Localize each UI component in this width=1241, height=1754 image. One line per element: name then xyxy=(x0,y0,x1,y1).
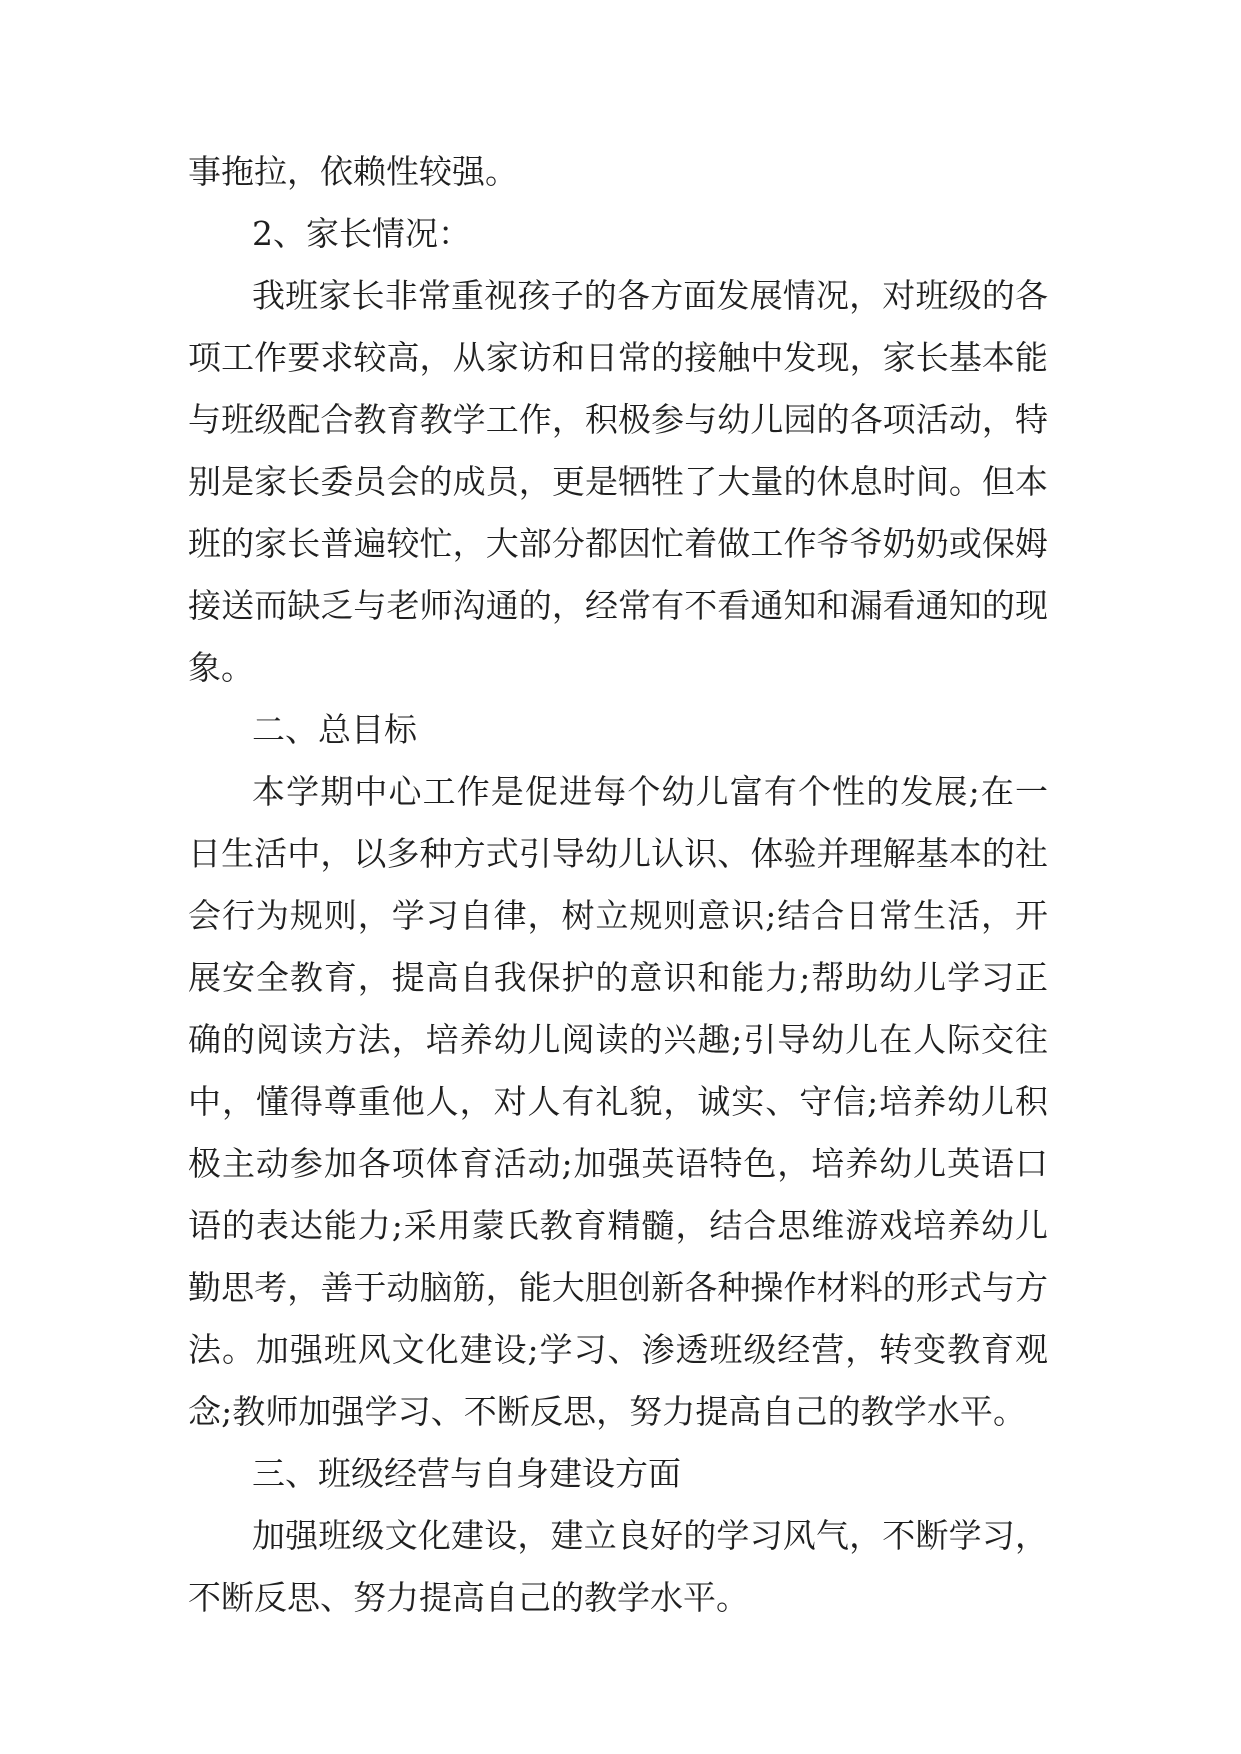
section-heading: 三、班级经营与自身建设方面 xyxy=(252,1454,681,1493)
text-line: 不断反思、努力提高自己的教学水平。 xyxy=(188,1578,749,1617)
text-line: 我班家长非常重视孩子的各方面发展情况，对班级的各 xyxy=(252,276,1048,315)
text-line: 语的表达能力;采用蒙氏教育精髓，结合思维游戏培养幼儿 xyxy=(188,1206,1048,1245)
section-heading: 二、总目标 xyxy=(252,710,417,749)
text-line: 念;教师加强学习、不断反思，努力提高自己的教学水平。 xyxy=(188,1392,1026,1431)
text-line: 日生活中，以多种方式引导幼儿认识、体验并理解基本的社 xyxy=(188,834,1048,873)
section-heading: 2、家长情况： xyxy=(252,214,471,253)
text-line: 事拖拉，依赖性较强。 xyxy=(188,152,518,191)
text-line: 勤思考，善于动脑筋，能大胆创新各种操作材料的形式与方 xyxy=(188,1268,1048,1307)
text-line: 接送而缺乏与老师沟通的，经常有不看通知和漏看通知的现 xyxy=(188,586,1048,625)
text-line: 中，懂得尊重他人，对人有礼貌，诚实、守信;培养幼儿积 xyxy=(188,1082,1048,1121)
text-line: 班的家长普遍较忙，大部分都因忙着做工作爷爷奶奶或保姆 xyxy=(188,524,1048,563)
text-line: 法。加强班风文化建设;学习、渗透班级经营，转变教育观 xyxy=(188,1330,1048,1369)
text-line: 与班级配合教育教学工作，积极参与幼儿园的各项活动，特 xyxy=(188,400,1048,439)
text-line: 加强班级文化建设，建立良好的学习风气，不断学习， xyxy=(252,1516,1048,1555)
text-line: 会行为规则，学习自律，树立规则意识;结合日常生活，开 xyxy=(188,896,1048,935)
text-line: 象。 xyxy=(188,648,254,687)
text-line: 别是家长委员会的成员，更是牺牲了大量的休息时间。但本 xyxy=(188,462,1048,501)
text-line: 本学期中心工作是促进每个幼儿富有个性的发展;在一 xyxy=(252,772,1048,811)
text-line: 项工作要求较高，从家访和日常的接触中发现，家长基本能 xyxy=(188,338,1048,377)
text-line: 确的阅读方法，培养幼儿阅读的兴趣;引导幼儿在人际交往 xyxy=(188,1020,1048,1059)
text-line: 展安全教育，提高自我保护的意识和能力;帮助幼儿学习正 xyxy=(188,958,1048,997)
text-line: 极主动参加各项体育活动;加强英语特色，培养幼儿英语口 xyxy=(188,1144,1048,1183)
